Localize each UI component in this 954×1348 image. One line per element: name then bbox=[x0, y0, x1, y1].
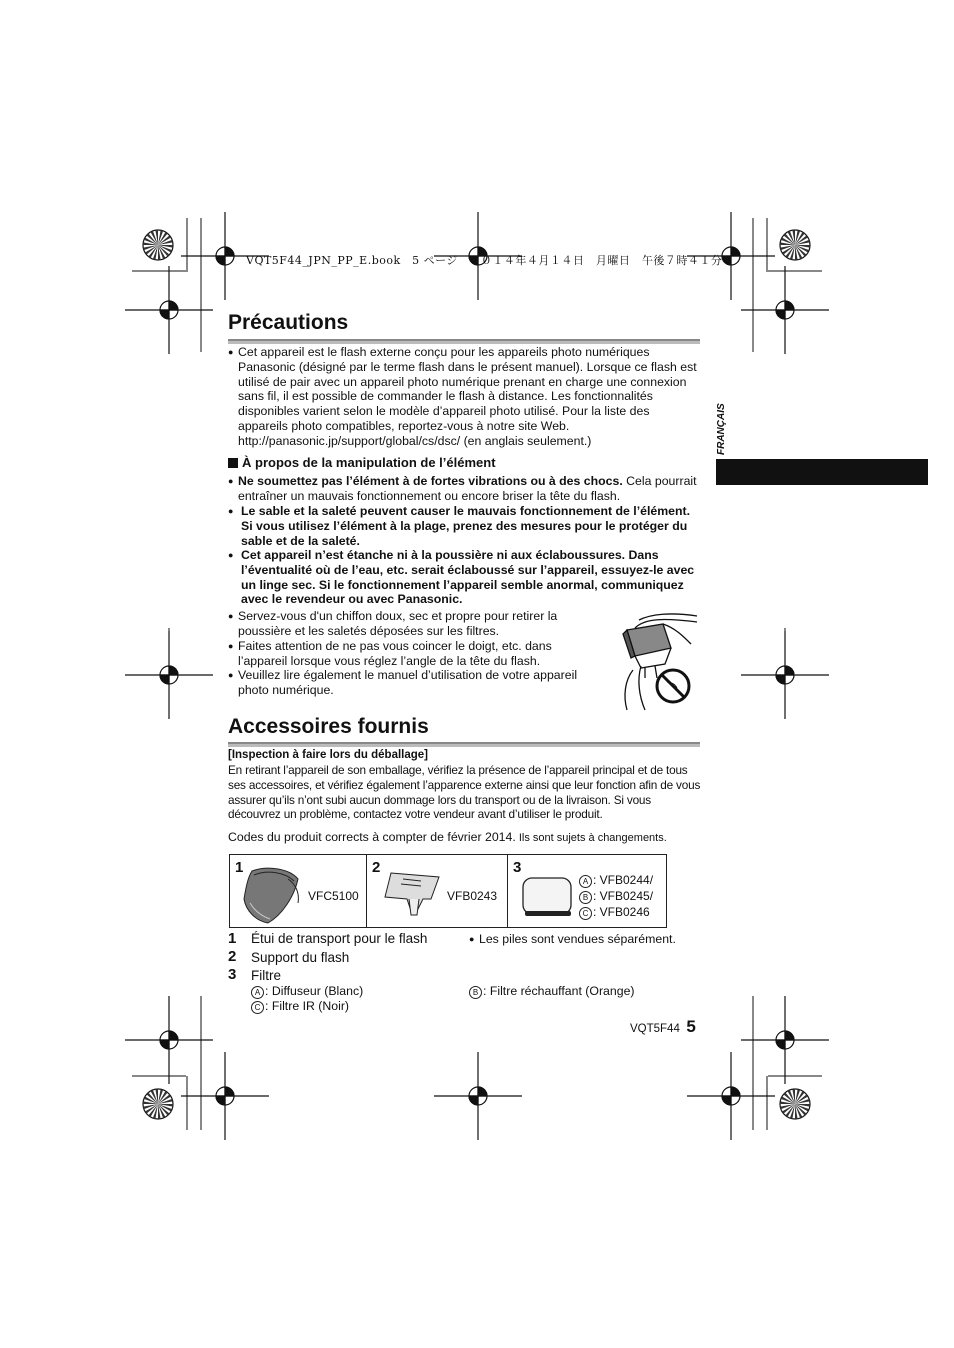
mark-b: B bbox=[579, 891, 592, 904]
bullet-manual: ● Veuillez lire également le manuel d’utilisation de votre appareil photo numérique. bbox=[228, 668, 578, 697]
battery-note: ● Les piles sont vendues séparément. bbox=[469, 932, 676, 946]
list-number-1: 1 bbox=[228, 930, 237, 947]
accessory-cell-1 bbox=[230, 855, 367, 928]
accessories-title: Accessoires fournis bbox=[228, 715, 429, 738]
accessory-cell-2 bbox=[367, 855, 508, 928]
accessories-table bbox=[229, 854, 667, 928]
list-text-case: Étui de transport pour le flash bbox=[251, 931, 428, 946]
footer-code: VQT5F44 bbox=[630, 1023, 680, 1035]
accessory-cell-3 bbox=[508, 855, 667, 928]
mark-a: A bbox=[579, 875, 592, 888]
cell-number: 2 bbox=[372, 859, 381, 876]
code-vfb0243: VFB0243 bbox=[447, 889, 498, 903]
filter-image bbox=[520, 875, 576, 921]
precautions-title: Précautions bbox=[228, 311, 349, 334]
cell-number: 3 bbox=[513, 859, 522, 876]
list-text-stand: Support du flash bbox=[251, 950, 350, 965]
code-vfb0245: VFB0245/ bbox=[599, 889, 654, 903]
bullet-finger: ● Faites attention de ne pas vous coincer le doigt, etc. dans l’appareil lorsque vous réglez l’angle de la tête du flash. bbox=[228, 639, 552, 668]
handling-subheading: À propos de la manipulation de l’élément bbox=[228, 455, 496, 470]
inspection-text: En retirant l’appareil de son emballage, vérifiez la présence de l’appareil principal et de tous ses accessoires, et vérifiez également l’apparence externe ainsi que leur fonction afin de vous assurer qu’ils n’ont subi aucun dommage lors du transport ou de la livraison. Si vous découvrez un problème, contactez votre vendeur avant d’utiliser le produit. bbox=[228, 763, 701, 822]
filter-codes: A : VFB0244/ B : VFB0245/ C : VFB0246 bbox=[579, 872, 653, 920]
filter-a-line: A : Diffuseur (Blanc) bbox=[251, 984, 363, 999]
codes-note: Codes du produit corrects à compter de février 2014. Ils sont sujets à changements. bbox=[228, 830, 667, 844]
language-side-label: FRANÇAIS bbox=[716, 403, 727, 455]
list-text-filter: Filtre bbox=[251, 968, 281, 983]
page-number: 5 bbox=[686, 1017, 696, 1036]
accessories-rule bbox=[228, 742, 700, 747]
mark-b: B bbox=[469, 986, 482, 999]
bullet-shock: ● Ne soumettez pas l’élément à de fortes vibrations ou à des chocs. Cela pourrait entraîner un mauvais fonctionnement ou encore briser la tête du flash. bbox=[228, 474, 697, 503]
inspection-title: [Inspection à faire lors du déballage] bbox=[228, 749, 429, 761]
flash-stand-image bbox=[381, 867, 447, 921]
page-footer bbox=[630, 1017, 696, 1037]
list-number-2: 2 bbox=[228, 948, 237, 965]
mark-a: A bbox=[251, 986, 264, 999]
title-rule bbox=[228, 339, 700, 344]
bullet-sand: ● Le sable et la saleté peuvent causer le mauvais fonctionnement de l’élément. Si vous utilisez l’élément à la plage, prenez des mesures pour le protéger du sable et de la saleté. bbox=[228, 504, 690, 548]
mark-c: C bbox=[579, 907, 592, 920]
carrying-case-image bbox=[238, 863, 308, 925]
filter-b-line: B : Filtre réchauffant (Orange) bbox=[469, 984, 635, 999]
bullet-cloth: ● Servez-vous d'un chiffon doux, sec et propre pour retirer la poussière et les saletés déposées sur les filtres. bbox=[228, 609, 558, 638]
bullet-water: ● Cet appareil n’est étanche ni à la poussière ni aux éclaboussures. Dans l’éventualité où de l’eau, etc. serait éclaboussé sur l’appareil, essuyez-le avec un linge sec. Si le fonctionnement l’appareil semble anormal, communiquez avec le revendeur ou avec Panasonic. bbox=[228, 548, 695, 607]
code-vfc5100: VFC5100 bbox=[308, 889, 359, 903]
intro-bullet: ● Cet appareil est le flash externe conçu pour les appareils photo numériques Panasonic (désigné par le terme flash dans le présent manuel). Lorsque ce flash est utilisé de pair avec un appareil photo numérique prenant en charge une connexion sans fil, il est possible de commander le flash à distance. Les fonctionnalités disponibles varient selon le modèle d’appareil photo utilisé. Pour la liste des appareils photo compatibles, reportez-vous à notre site Web. http://panasonic.jp/support/global/cs/dsc/ (en anglais seulement.) bbox=[228, 345, 697, 448]
cell-number: 1 bbox=[235, 859, 244, 876]
code-vfb0244: VFB0244/ bbox=[599, 873, 654, 887]
filter-c-line: C : Filtre IR (Noir) bbox=[251, 999, 349, 1014]
code-vfb0246: VFB0246 bbox=[599, 905, 650, 919]
flash-pinch-illustration bbox=[605, 610, 701, 712]
list-number-3: 3 bbox=[228, 966, 237, 983]
mark-c: C bbox=[251, 1001, 264, 1014]
language-tab-bar bbox=[716, 459, 928, 485]
file-header-line: VQT5F44_JPN_PP_E.book 5 ページ ２０１４年４月１４日 月曜日 午後７時４１分 bbox=[246, 254, 723, 267]
